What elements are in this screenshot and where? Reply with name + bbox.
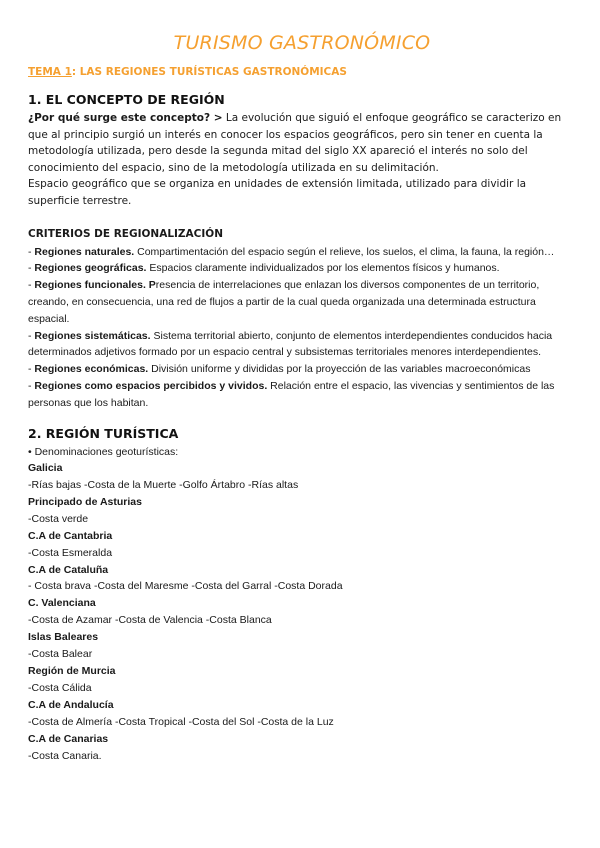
area-coasts: -Costa Cálida [28, 681, 92, 694]
criteria-name: Regiones naturales. [34, 245, 135, 258]
area-name: Islas Baleares [28, 631, 99, 644]
concept-paragraph [28, 110, 576, 176]
section-2-heading: 2. REGIÓN TURÍSTICA [28, 425, 179, 441]
area-coasts: -Costa de Azamar -Costa de Valencia -Costa Blanca [28, 614, 272, 627]
area-coasts: -Costa de Almería -Costa Tropical -Costa del Sol -Costa de la Luz [28, 715, 334, 728]
area-coasts: -Costa Balear [28, 648, 93, 661]
criteria-item [28, 328, 576, 362]
criteria-name: Regiones geográficas. [34, 262, 147, 275]
topic-label: TEMA 1 [28, 66, 72, 78]
criteria-dash: - [28, 329, 35, 342]
area-coasts: -Costa verde [28, 512, 89, 525]
criteria-name: Regiones funcionales. P [34, 279, 156, 292]
criteria-item [28, 378, 576, 412]
area-coasts: -Rías bajas -Costa de la Muerte -Golfo Ártabro -Rías altas [28, 479, 299, 492]
area-name: C.A de Cantabria [28, 529, 113, 542]
document-page [28, 30, 576, 764]
criteria-name: Regiones económicas. [34, 363, 149, 376]
area-name: Principado de Asturias [28, 495, 142, 508]
criteria-desc: Relación entre el espacio, las vivencias y sentimientos de las personas que los habitan. [28, 379, 555, 409]
geotourism-bullet: • Denominaciones geoturísticas: [28, 445, 179, 458]
criteria-name: Regiones sistemáticas. [34, 329, 151, 342]
criteria-desc: Sistema territorial abierto, conjunto de elementos interdependientes conducidos hacia determinados adjetivos formado por un espacio central y subsistemas territoriales menores interdependientes. [28, 329, 553, 359]
area-name: C.A de Andalucía [28, 698, 114, 711]
section-1-heading: 1. EL CONCEPTO DE REGIÓN [28, 92, 225, 107]
document-title: TURISMO GASTRONÓMICO [173, 32, 431, 54]
criteria-desc: Espacios claramente individualizados por los elementos físicos y humanos. [146, 262, 500, 275]
criteria-item [28, 260, 576, 277]
area-coasts: - Costa brava -Costa del Maresme -Costa del Garral -Costa Dorada [28, 580, 343, 593]
criteria-heading: CRITERIOS DE REGIONALIZACIÓN [28, 227, 223, 240]
criteria-dash: - [28, 363, 35, 376]
concept-answer: La evolución que siguió el enfoque geográfico se caracterizo en que al principio surgió un interés en conocer los espacios geográficos, pero sin tener en cuenta la metodología utilizada, pero desde la segunda mitad del siglo XX apareció el interés no solo del conocimiento del espacio, sino de la metodología utilizada en su delimitación. [28, 112, 562, 174]
criteria-list [28, 244, 576, 412]
topic-heading [28, 66, 576, 78]
criteria-dash: - [28, 279, 35, 292]
area-name: C.A de Canarias [28, 732, 109, 745]
region-definition: Espacio geográfico que se organiza en unidades de extensión limitada, utilizado para dividir la superficie terrestre. [28, 178, 527, 207]
criteria-item [28, 277, 576, 327]
criteria-item [28, 361, 576, 378]
criteria-desc: División uniforme y divididas por la proyección de las variables macroeconómicas [148, 363, 531, 376]
area-coasts: -Costa Esmeralda [28, 546, 113, 559]
area-name: Región de Murcia [28, 665, 116, 677]
criteria-dash: - [28, 245, 35, 258]
criteria-desc: resencia de interrelaciones que enlazan los diversos componentes de un territorio, creando, en consecuencia, una red de flujos a partir de la cual queda organizada una determinada estructura espacial. [28, 279, 540, 325]
criteria-desc: Compartimentación del espacio según el relieve, los suelos, el clima, la fauna, la región… [134, 245, 555, 258]
area-coasts: -Costa Canaria. [28, 749, 102, 762]
criteria-dash: - [28, 379, 35, 392]
criteria-name: Regiones como espacios percibidos y vividos. [34, 379, 268, 392]
area-name: C. Valenciana [28, 597, 96, 610]
concept-question: ¿Por qué surge este concepto? > [28, 112, 223, 124]
criteria-item [28, 244, 576, 261]
area-name: Galicia [28, 462, 63, 475]
section-2 [28, 426, 576, 765]
criteria-dash: - [28, 262, 35, 275]
area-name: C.A de Cataluña [28, 563, 109, 576]
topic-title: : LAS REGIONES TURÍSTICAS GASTRONÓMICAS [71, 66, 347, 78]
